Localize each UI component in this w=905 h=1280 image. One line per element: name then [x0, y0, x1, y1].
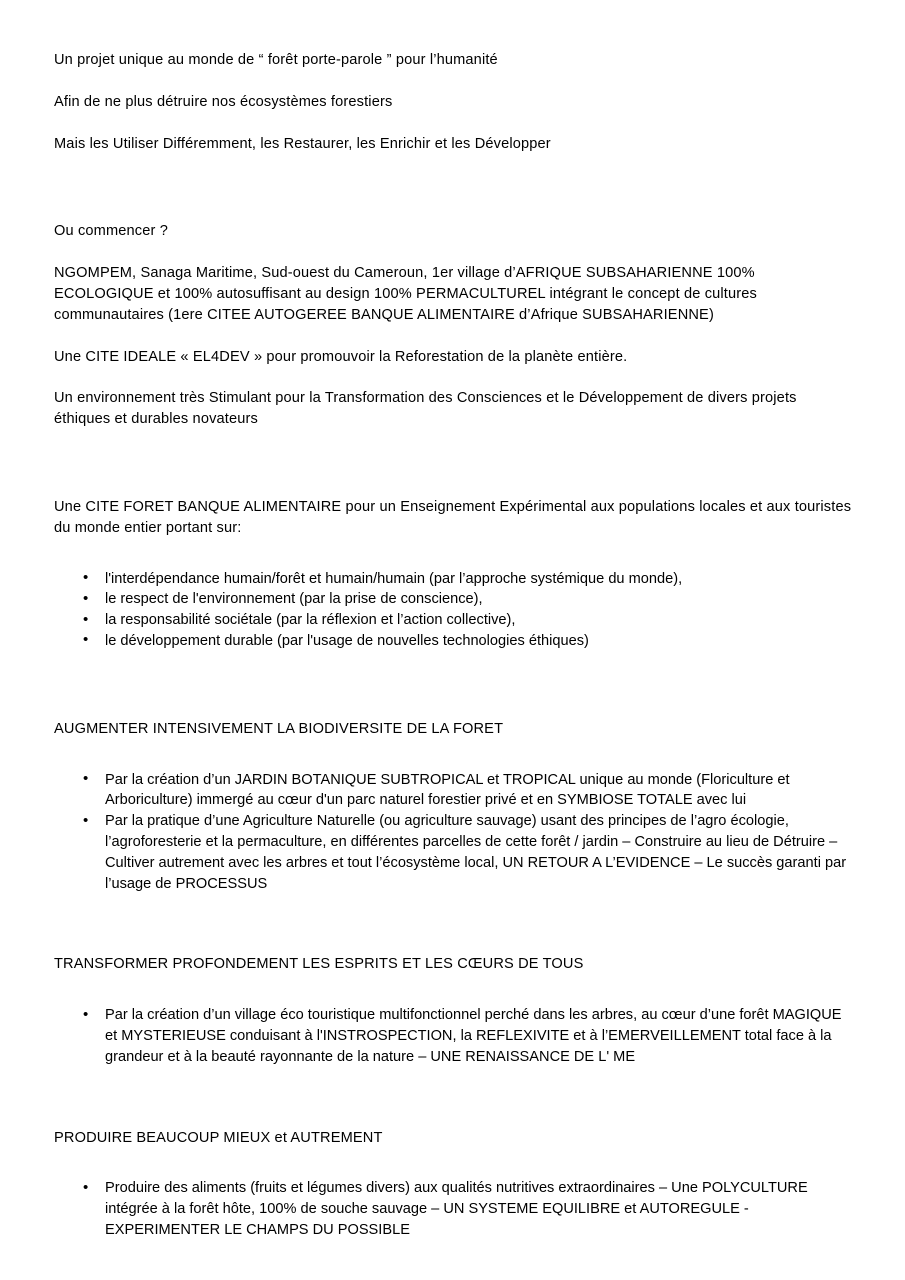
list-item: • Par la création d’un village éco touristique multifonctionnel perché dans les arbres, au cœur d’une forêt MAGIQUE et MYSTERIEUSE conduisant à l'INSTROSPECTION, la REFLEXIVITE et à l’EMERVEILLEMENT total face à la grandeur et à la beauté rayonnante de la nature – UNE RENAISSANCE DE L' ME [54, 1005, 854, 1067]
list-enseignement [54, 569, 854, 652]
spacer [54, 539, 854, 569]
spacer [54, 975, 854, 1005]
list-biodiversite [54, 770, 854, 895]
heading-produire: PRODUIRE BEAUCOUP MIEUX et AUTREMENT [54, 1129, 383, 1146]
list-item: • la responsabilité sociétale (par la réflexion et l’action collective), [54, 610, 854, 631]
spacer [54, 894, 854, 954]
spacer [54, 367, 854, 388]
heading-biodiversite: AUGMENTER INTENSIVEMENT LA BIODIVERSITE DE LA FORET [54, 720, 504, 737]
heading-transformer: TRANSFORMER PROFONDEMENT LES ESPRITS ET LES CŒURS DE TOUS [54, 956, 584, 973]
spacer [54, 652, 854, 719]
paragraph-cite-ideale: Une CITE IDEALE « EL4DEV » pour promouvoir la Reforestation de la planète entière. [54, 348, 628, 365]
list-item: • Par la création d’un JARDIN BOTANIQUE SUBTROPICAL et TROPICAL unique au monde (Floriculture et Arboriculture) immergé au cœur d'un parc naturel forestier privé et en SYMBIOSE TOTALE avec lui [54, 770, 854, 812]
spacer [54, 1068, 854, 1128]
intro-line-3: Mais les Utiliser Différemment, les Restaurer, les Enrichir et les Développer [54, 135, 551, 152]
list-item: • le développement durable (par l'usage de nouvelles technologies éthiques) [54, 631, 854, 652]
list-transformer [54, 1005, 854, 1067]
spacer [54, 113, 854, 134]
question-ou-commencer: Ou commencer ? [54, 223, 168, 240]
spacer [54, 242, 854, 263]
list-item: • l'interdépendance humain/forêt et humain/humain (par l’approche systémique du monde), [54, 569, 854, 590]
list-item: • Produire des aliments (fruits et légumes divers) aux qualités nutritives extraordinaires – Une POLYCULTURE intégrée à la forêt hôte, 100% de souche sauvage – UN SYSTEME EQUILIBRE et AUTOREGULE - EXPERIMENTER LE CHAMPS DU POSSIBLE [54, 1178, 854, 1240]
list-item: • Par la pratique d’une Agriculture Naturelle (ou agriculture sauvage) usant des principes de l’agro écologie, l’agroforesterie et la permaculture, en différentes parcelles de cette forêt / jardin – Construire au lieu de Détruire – Cultiver autrement avec les arbres et tout l’écosystème local, UN RETOUR A L’EVIDENCE – Le succès garanti par l’usage de PROCESSUS [54, 811, 854, 894]
spacer [54, 1148, 854, 1178]
paragraph-location-ngompem: NGOMPEM, Sanaga Maritime, Sud-ouest du Cameroun, 1er village d’AFRIQUE SUBSAHARIENNE 100% ECOLOGIQUE et 100% autosuffisant au design 100% PERMACULTUREL intégrant le concept de cultures communautaires (1ere CITEE AUTOGEREE BANQUE ALIMENTAIRE d’Afrique SUBSAHARIENNE) [54, 265, 757, 323]
document-body [54, 50, 854, 1241]
spacer [54, 326, 854, 347]
intro-line-2: Afin de ne plus détruire nos écosystèmes forestiers [54, 93, 393, 110]
paragraph-environnement: Un environnement très Stimulant pour la Transformation des Consciences et le Développement de divers projets éthiques et durables novateurs [54, 390, 797, 428]
spacer [54, 740, 854, 770]
spacer [54, 154, 854, 221]
paragraph-enseignement-intro: Une CITE FORET BANQUE ALIMENTAIRE pour un Enseignement Expérimental aux populations locales et aux touristes du monde entier portant sur: [54, 498, 852, 536]
intro-line-1: Un projet unique au monde de “ forêt porte-parole ” pour l’humanité [54, 52, 498, 68]
list-item: • le respect de l'environnement (par la prise de conscience), [54, 589, 854, 610]
list-produire [54, 1178, 854, 1240]
spacer [54, 430, 854, 497]
spacer [54, 71, 854, 92]
